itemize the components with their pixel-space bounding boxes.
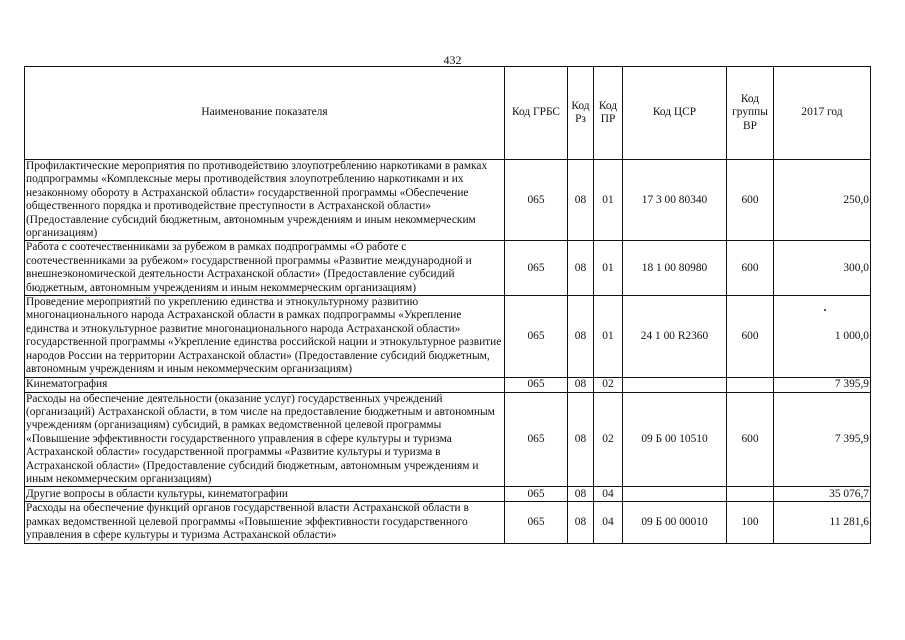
- table-row: [25, 502, 871, 543]
- row-rz: 08: [568, 392, 594, 487]
- row-pr: 04: [594, 502, 623, 543]
- row-name: Расходы на обеспечение функций органов государственной власти Астраханской области в рамках ведомственной целевой программы «Повышение эффективности государственного управления в сфере культуры и туризма Астраханской области»: [25, 502, 505, 543]
- row-grbs: 065: [505, 241, 568, 296]
- page-number: 432: [443, 53, 462, 67]
- row-rz: 08: [568, 296, 594, 377]
- row-rz: 08: [568, 241, 594, 296]
- row-rz: 08: [568, 160, 594, 241]
- col-header-name: Наименование показателя: [25, 67, 505, 160]
- col-header-year: 2017 год: [774, 67, 871, 160]
- row-name: Профилактические мероприятия по противодействию злоупотреблению наркотиками в рамках подпрограммы «Комплексные меры противодействия злоупотреблению наркотиками и их незаконному обороту в Астраханской области» государственной программы «Обеспечение общественного порядка и противодействие преступности в Астраханской области» (Предоставление субсидий бюджетным, автономным учреждениям и иным некоммерческим организациям): [25, 160, 505, 241]
- row-vr: 600: [727, 296, 774, 377]
- row-csr: 09 Б 00 00010: [623, 502, 727, 543]
- row-grbs: 065: [505, 392, 568, 487]
- row-grbs: 065: [505, 487, 568, 502]
- row-csr: 17 3 00 80340: [623, 160, 727, 241]
- row-name: Кинематография: [25, 377, 505, 392]
- row-amount: 1 000,0: [774, 296, 871, 377]
- row-name: Проведение мероприятий по укреплению единства и этнокультурному развитию многонационального народа Астраханской области в рамках подпрограммы «Укрепление единства и этнокультурное развитие многонационального народа Астраханской области» государственной программы «Укрепление единства российской нации и этнокультурное развитие народов России на территории Астраханской области» (Предоставление субсидий бюджетным, автономным учреждениям и иным некоммерческим организациям): [25, 296, 505, 377]
- row-vr: 100: [727, 502, 774, 543]
- row-vr: 600: [727, 241, 774, 296]
- table-header-row: [25, 67, 871, 160]
- row-amount: 250,0: [774, 160, 871, 241]
- row-amount: 35 076,7: [774, 487, 871, 502]
- row-rz: 08: [568, 502, 594, 543]
- table-row: [25, 392, 871, 487]
- row-pr: 01: [594, 160, 623, 241]
- row-csr: [623, 487, 727, 502]
- col-header-vr: Код группы ВР: [727, 67, 774, 160]
- row-name: Расходы на обеспечение деятельности (оказание услуг) государственных учреждений (организаций) Астраханской области, в том числе на предоставление бюджетным и автономным учреждениям (организациям) субсидий, в рамках ведомственной целевой программы «Повышение эффективности государственного управления в сфере культуры и туризма Астраханской области» государственной программы «Развитие культуры и туризма в Астраханской области» (Предоставление субсидий бюджетным, автономным учреждениям и иным некоммерческим организациям): [25, 392, 505, 487]
- row-amount: 11 281,6: [774, 502, 871, 543]
- row-vr: [727, 487, 774, 502]
- col-header-csr: Код ЦСР: [623, 67, 727, 160]
- table-row: [25, 296, 871, 377]
- row-name: Работа с соотечественниками за рубежом в рамках подпрограммы «О работе с соотечественниками за рубежом» государственной программы «Развитие международной и внешнеэкономической деятельности Астраханской области» (Предоставление субсидий бюджетным, автономным учреждениям и иным некоммерческим организациям): [25, 241, 505, 296]
- row-vr: [727, 377, 774, 392]
- row-csr: 09 Б 00 10510: [623, 392, 727, 487]
- row-csr: 24 1 00 R2360: [623, 296, 727, 377]
- row-csr: 18 1 00 80980: [623, 241, 727, 296]
- col-header-pr: Код ПР: [594, 67, 623, 160]
- row-vr: 600: [727, 392, 774, 487]
- table-row: [25, 160, 871, 241]
- row-pr: 02: [594, 377, 623, 392]
- row-name: Другие вопросы в области культуры, кинематографии: [25, 487, 505, 502]
- row-amount: 7 395,9: [774, 377, 871, 392]
- scan-speck: [824, 309, 826, 311]
- budget-table: [24, 66, 871, 544]
- table-row: [25, 487, 871, 502]
- row-pr: 04: [594, 487, 623, 502]
- table-row: [25, 377, 871, 392]
- row-amount: 7 395,9: [774, 392, 871, 487]
- row-grbs: 065: [505, 296, 568, 377]
- row-pr: 02: [594, 392, 623, 487]
- col-header-rz: Код Рз: [568, 67, 594, 160]
- row-amount: 300,0: [774, 241, 871, 296]
- table-row: [25, 241, 871, 296]
- row-csr: [623, 377, 727, 392]
- row-grbs: 065: [505, 160, 568, 241]
- col-header-grbs: Код ГРБС: [505, 67, 568, 160]
- row-grbs: 065: [505, 502, 568, 543]
- row-vr: 600: [727, 160, 774, 241]
- row-pr: 01: [594, 296, 623, 377]
- row-rz: 08: [568, 377, 594, 392]
- row-grbs: 065: [505, 377, 568, 392]
- row-rz: 08: [568, 487, 594, 502]
- row-pr: 01: [594, 241, 623, 296]
